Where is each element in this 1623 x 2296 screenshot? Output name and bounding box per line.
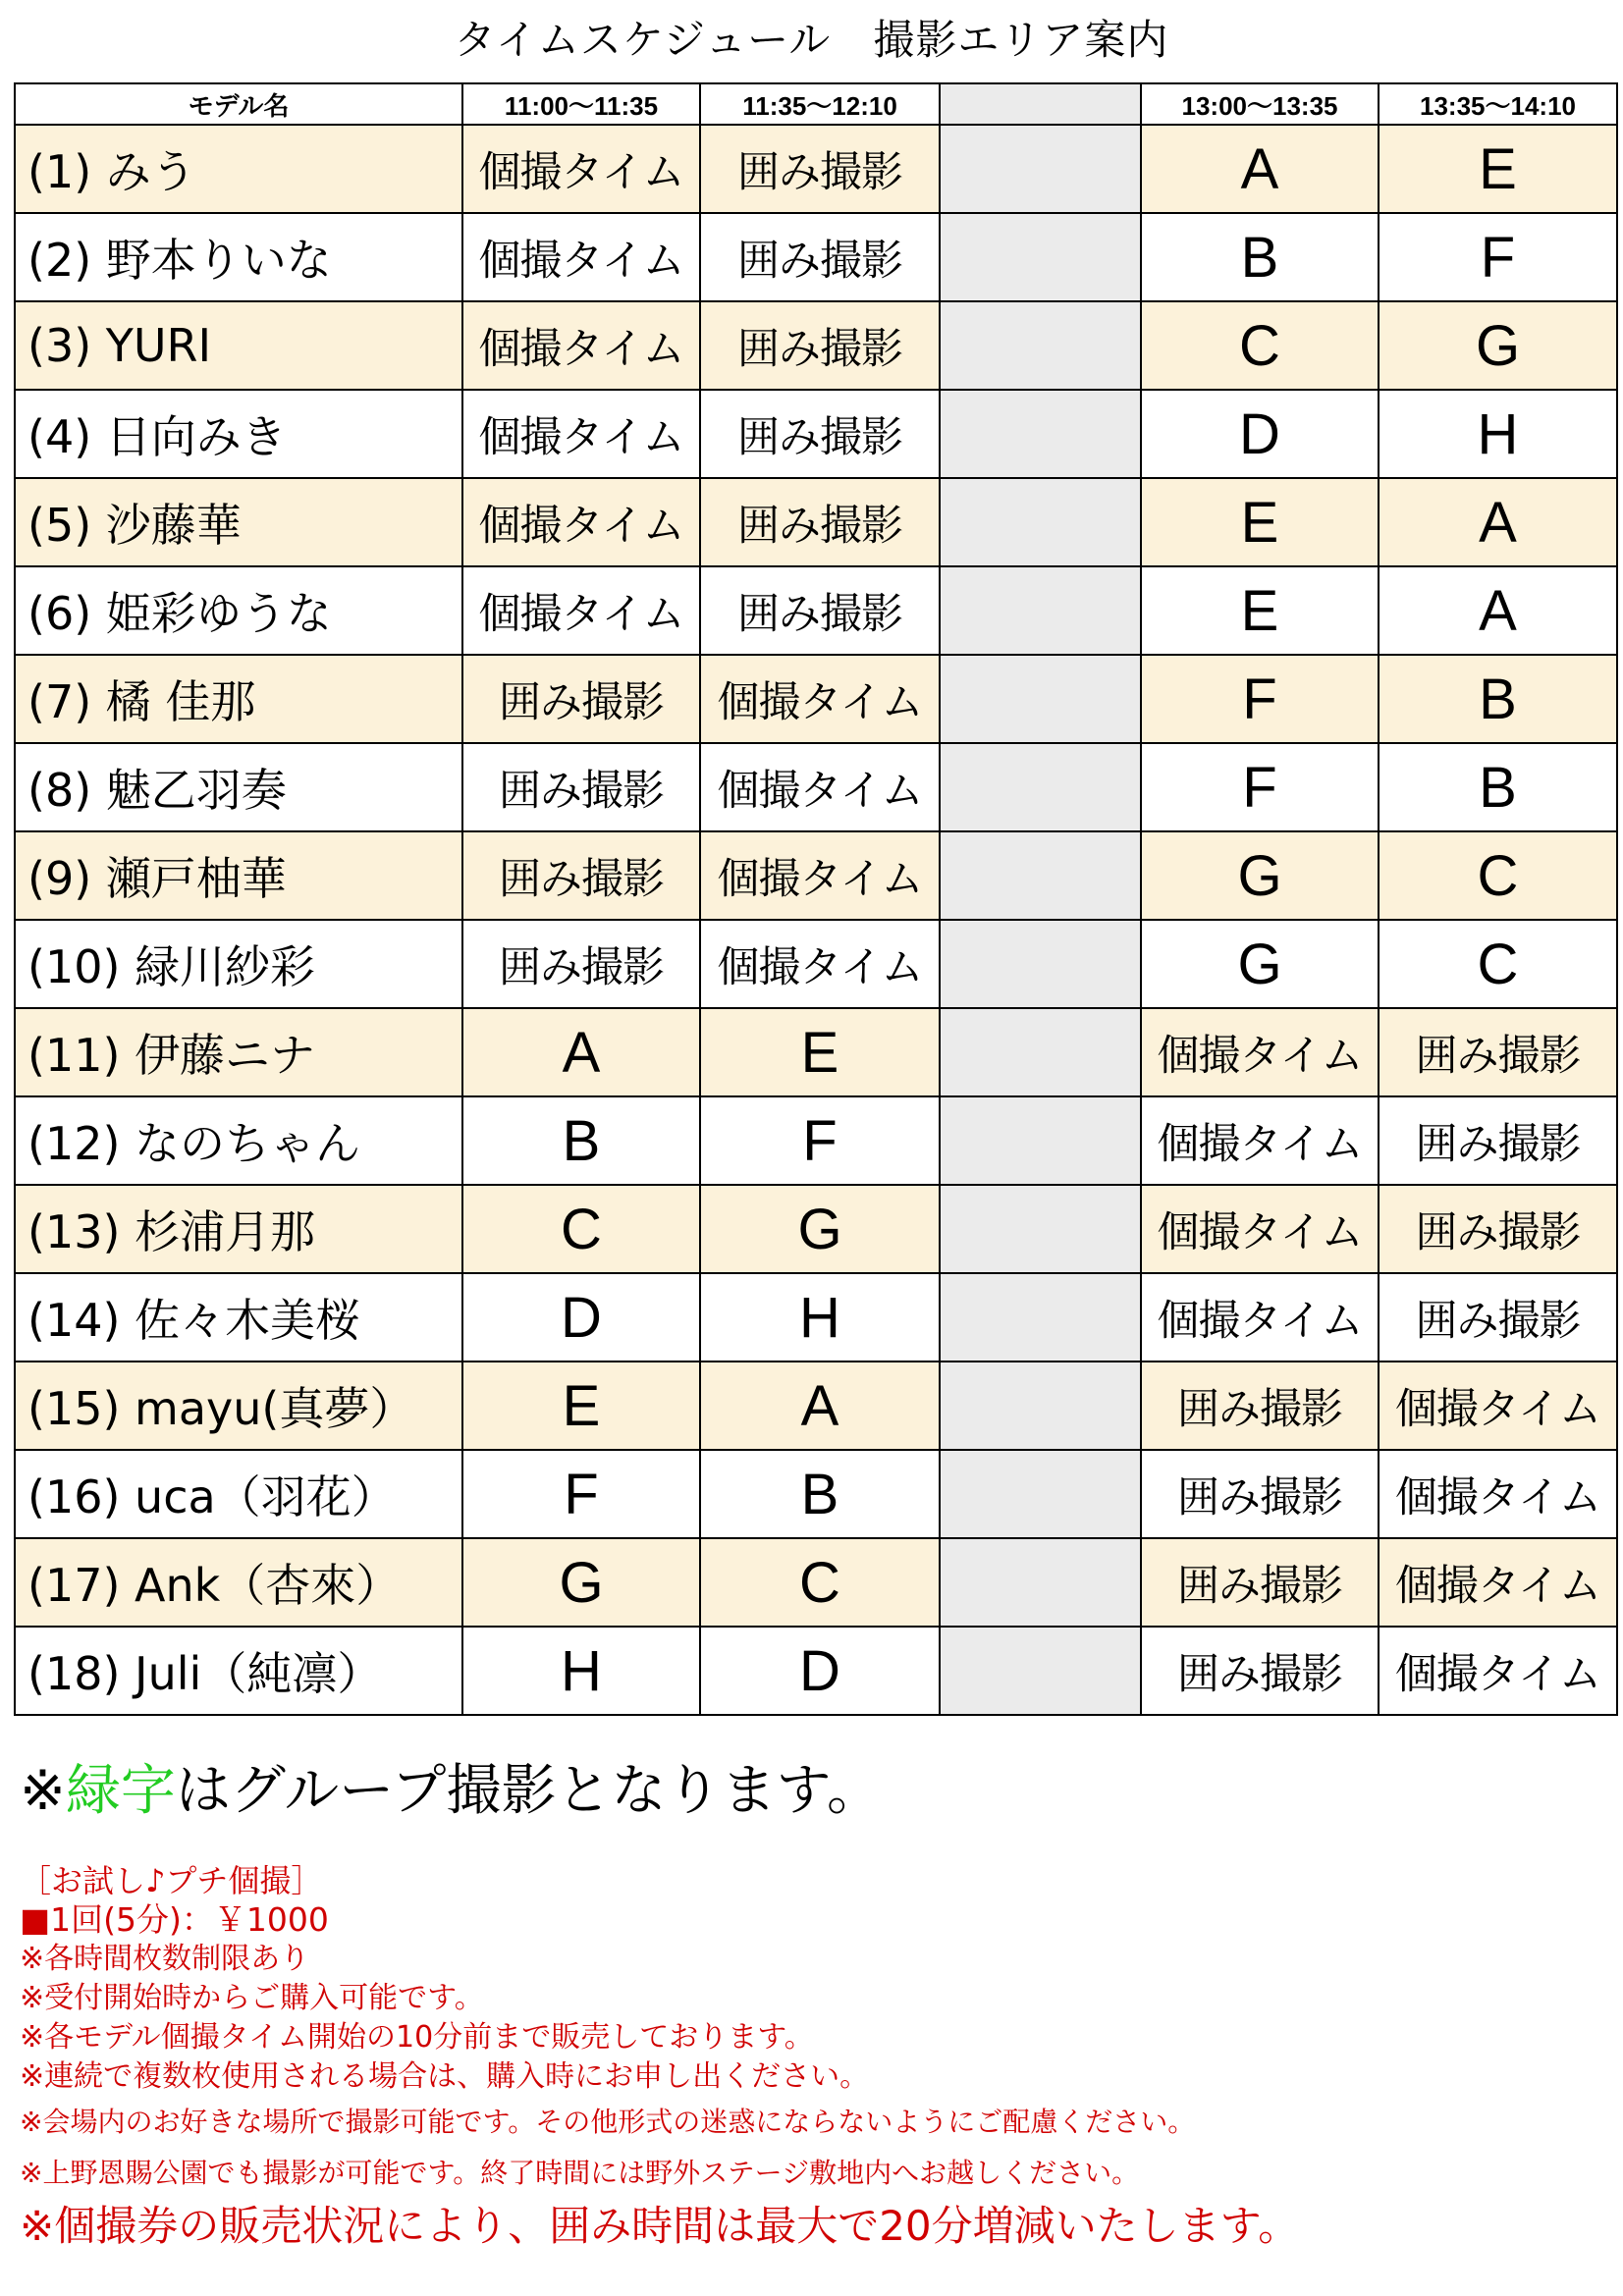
slot-cell-1 [462, 1185, 700, 1273]
break-cell [940, 1450, 1141, 1538]
slot-cell-2 [700, 831, 940, 920]
table-row [15, 831, 1617, 920]
slot-cell-2 [700, 1185, 940, 1273]
break-cell [940, 566, 1141, 655]
slot-cell-4 [1379, 125, 1617, 213]
area-letter: D [799, 1638, 840, 1703]
model-name: (8) 魅乙羽奏 [15, 743, 462, 831]
slot-cell-4 [1379, 1008, 1617, 1096]
slot-cell-1 [462, 1627, 700, 1715]
area-letter: A [1240, 136, 1279, 201]
session-label: 囲み撮影 [737, 236, 902, 286]
model-name: (4) 日向みき [15, 390, 462, 478]
table-row [15, 478, 1617, 566]
table-row [15, 213, 1617, 301]
slot-cell-1 [462, 125, 700, 213]
trial-notes [20, 1861, 1299, 2254]
break-cell [940, 213, 1141, 301]
break-cell [940, 301, 1141, 390]
area-letter: B [1479, 667, 1517, 731]
slot-cell-4 [1379, 1627, 1617, 1715]
session-label: 囲み撮影 [1177, 1384, 1342, 1434]
model-name: (5) 沙藤華 [15, 478, 462, 566]
session-label: 囲み撮影 [499, 942, 664, 992]
slot-cell-3 [1141, 831, 1379, 920]
break-cell [940, 1273, 1141, 1362]
slot-cell-1 [462, 1450, 700, 1538]
table-row [15, 1096, 1617, 1185]
note-line: ※上野恩賜公園でも撮影が可能です。終了時間には野外ステージ敷地内へお越しください。 [20, 2157, 1140, 2189]
session-label: 囲み撮影 [737, 589, 902, 639]
slot-cell-4 [1379, 831, 1617, 920]
area-letter: F [1242, 755, 1277, 820]
slot-cell-1 [462, 1008, 700, 1096]
area-letter: E [1240, 490, 1279, 555]
model-name: (3) YURI [15, 301, 462, 390]
area-letter: B [562, 1108, 601, 1173]
slot-cell-4 [1379, 655, 1617, 743]
table-row [15, 1627, 1617, 1715]
session-label: 個撮タイム [1157, 1119, 1363, 1169]
slot-cell-3 [1141, 566, 1379, 655]
session-label: 囲み撮影 [737, 501, 902, 551]
area-letter: F [802, 1108, 838, 1173]
break-cell [940, 920, 1141, 1008]
note-line: ※受付開始時からご購入可能です。 [20, 1981, 484, 2015]
slot-cell-1 [462, 1362, 700, 1450]
area-letter: A [800, 1373, 839, 1438]
note-suffix: はグループ撮影となります。 [175, 1759, 882, 1823]
slot-cell-4 [1379, 1273, 1617, 1362]
table-row [15, 125, 1617, 213]
session-label: 個撮タイム [1157, 1296, 1363, 1346]
slot-cell-3 [1141, 478, 1379, 566]
slot-cell-3 [1141, 743, 1379, 831]
area-letter: A [1479, 490, 1517, 555]
break-cell [940, 1627, 1141, 1715]
slot-cell-3 [1141, 1627, 1379, 1715]
slot-cell-1 [462, 1273, 700, 1362]
session-label: 囲み撮影 [499, 766, 664, 816]
slot-cell-3 [1141, 920, 1379, 1008]
session-label: 囲み撮影 [737, 147, 902, 197]
slot-cell-2 [700, 301, 940, 390]
model-name: (18) Juli（純凛） [15, 1627, 462, 1715]
session-label: 個撮タイム [717, 942, 923, 992]
slot-cell-2 [700, 920, 940, 1008]
session-label: 囲み撮影 [499, 677, 664, 727]
table-row [15, 1273, 1617, 1362]
session-label: 囲み撮影 [737, 412, 902, 462]
session-label: 個撮タイム [478, 589, 684, 639]
table-row [15, 655, 1617, 743]
session-label: 個撮タイム [478, 324, 684, 374]
session-label: 囲み撮影 [1415, 1296, 1581, 1346]
slot-cell-3 [1141, 655, 1379, 743]
break-cell [940, 831, 1141, 920]
header-slot-4: 13:35〜14:10 [1379, 83, 1617, 125]
model-name: (6) 姫彩ゆうな [15, 566, 462, 655]
break-cell [940, 743, 1141, 831]
area-letter: E [562, 1373, 601, 1438]
slot-cell-1 [462, 566, 700, 655]
area-letter: H [561, 1638, 602, 1703]
table-row [15, 1450, 1617, 1538]
slot-cell-2 [700, 125, 940, 213]
header-slot-2: 11:35〜12:10 [700, 83, 940, 125]
slot-cell-1 [462, 1538, 700, 1627]
slot-cell-3 [1141, 125, 1379, 213]
slot-cell-1 [462, 301, 700, 390]
session-label: 個撮タイム [717, 766, 923, 816]
header-row [15, 83, 1617, 125]
table-row [15, 566, 1617, 655]
area-letter: B [1479, 755, 1517, 820]
model-name: (11) 伊藤ニナ [15, 1008, 462, 1096]
break-cell [940, 125, 1141, 213]
table-row [15, 1185, 1617, 1273]
slot-cell-4 [1379, 478, 1617, 566]
note-line: ［お試し♪プチ個撮］ [20, 1862, 323, 1899]
session-label: 個撮タイム [717, 677, 923, 727]
session-label: 囲み撮影 [737, 324, 902, 374]
slot-cell-4 [1379, 1096, 1617, 1185]
model-name: (16) uca（羽花） [15, 1450, 462, 1538]
model-name: (13) 杉浦月那 [15, 1185, 462, 1273]
slot-cell-3 [1141, 301, 1379, 390]
break-cell [940, 1096, 1141, 1185]
slot-cell-3 [1141, 213, 1379, 301]
table-row [15, 1008, 1617, 1096]
slot-cell-4 [1379, 213, 1617, 301]
slot-cell-2 [700, 655, 940, 743]
slot-cell-2 [700, 1362, 940, 1450]
slot-cell-3 [1141, 1450, 1379, 1538]
area-letter: D [561, 1285, 602, 1350]
session-label: 個撮タイム [1157, 1031, 1363, 1081]
slot-cell-4 [1379, 920, 1617, 1008]
slot-cell-2 [700, 1627, 940, 1715]
model-name: (17) Ank（杏來） [15, 1538, 462, 1627]
session-label: 個撮タイム [478, 501, 684, 551]
slot-cell-2 [700, 1008, 940, 1096]
slot-cell-3 [1141, 1538, 1379, 1627]
session-label: 囲み撮影 [1177, 1649, 1342, 1699]
slot-cell-1 [462, 655, 700, 743]
slot-cell-2 [700, 478, 940, 566]
table-row [15, 920, 1617, 1008]
slot-cell-4 [1379, 1450, 1617, 1538]
schedule-table [14, 82, 1618, 1716]
session-label: 個撮タイム [478, 412, 684, 462]
slot-cell-4 [1379, 1362, 1617, 1450]
area-letter: E [1479, 136, 1517, 201]
session-label: 囲み撮影 [1177, 1561, 1342, 1611]
slot-cell-4 [1379, 1185, 1617, 1273]
session-label: 個撮タイム [478, 147, 684, 197]
session-label: 個撮タイム [1394, 1649, 1601, 1699]
area-letter: A [1479, 578, 1517, 643]
note-green-text: 緑字 [65, 1759, 176, 1823]
slot-cell-2 [700, 213, 940, 301]
area-letter: C [799, 1550, 840, 1615]
session-label: 囲み撮影 [1415, 1031, 1581, 1081]
slot-cell-2 [700, 1450, 940, 1538]
slot-cell-4 [1379, 743, 1617, 831]
break-cell [940, 1008, 1141, 1096]
area-letter: A [562, 1020, 601, 1085]
slot-cell-2 [700, 390, 940, 478]
header-model-name: モデル名 [15, 83, 462, 125]
session-label: 個撮タイム [1394, 1472, 1601, 1522]
table-row [15, 390, 1617, 478]
slot-cell-2 [700, 1273, 940, 1362]
note-line: ※会場内のお好きな場所で撮影可能です。その他形式の迷惑にならないようにご配慮ください。 [20, 2106, 1196, 2138]
model-name: (7) 橘 佳那 [15, 655, 462, 743]
note-line: ※個撮券の販売状況により、囲み時間は最大で20分増減いたします。 [20, 2202, 1300, 2250]
slot-cell-1 [462, 390, 700, 478]
model-name: (2) 野本りいな [15, 213, 462, 301]
slot-cell-3 [1141, 390, 1379, 478]
group-shoot-note [20, 1757, 882, 1826]
header-break [940, 83, 1141, 125]
area-letter: E [1240, 578, 1279, 643]
area-letter: H [1477, 401, 1519, 466]
area-letter: G [1237, 932, 1282, 996]
break-cell [940, 655, 1141, 743]
area-letter: F [564, 1462, 599, 1526]
note-line: ※各モデル個撮タイム開始の10分前まで販売しております。 [20, 2020, 814, 2055]
header-slot-3: 13:00〜13:35 [1141, 83, 1379, 125]
slot-cell-2 [700, 1096, 940, 1185]
session-label: 囲み撮影 [499, 854, 664, 904]
area-letter: B [1240, 225, 1279, 290]
area-letter: G [1237, 843, 1282, 908]
break-cell [940, 478, 1141, 566]
slot-cell-3 [1141, 1185, 1379, 1273]
slot-cell-2 [700, 566, 940, 655]
session-label: 囲み撮影 [1415, 1207, 1581, 1257]
slot-cell-1 [462, 831, 700, 920]
session-label: 個撮タイム [1394, 1384, 1601, 1434]
model-name: (15) mayu(真夢） [15, 1362, 462, 1450]
slot-cell-1 [462, 478, 700, 566]
area-letter: B [800, 1462, 839, 1526]
break-cell [940, 1185, 1141, 1273]
slot-cell-1 [462, 920, 700, 1008]
model-name: (14) 佐々木美桜 [15, 1273, 462, 1362]
slot-cell-2 [700, 743, 940, 831]
area-letter: G [559, 1550, 604, 1615]
area-letter: E [800, 1020, 839, 1085]
slot-cell-4 [1379, 390, 1617, 478]
area-letter: C [1239, 313, 1280, 378]
note-line: ※各時間枚数制限あり [20, 1942, 310, 1976]
area-letter: C [1477, 843, 1519, 908]
area-letter: C [561, 1197, 602, 1261]
slot-cell-1 [462, 743, 700, 831]
slot-cell-3 [1141, 1273, 1379, 1362]
area-letter: F [1242, 667, 1277, 731]
header-slot-1: 11:00〜11:35 [462, 83, 700, 125]
slot-cell-4 [1379, 301, 1617, 390]
area-letter: G [797, 1197, 842, 1261]
session-label: 個撮タイム [1394, 1561, 1601, 1611]
slot-cell-4 [1379, 566, 1617, 655]
slot-cell-3 [1141, 1008, 1379, 1096]
table-row [15, 743, 1617, 831]
note-line: ※連続で複数枚使用される場合は、購入時にお申し出ください。 [20, 2059, 870, 2094]
model-name: (12) なのちゃん [15, 1096, 462, 1185]
session-label: 囲み撮影 [1177, 1472, 1342, 1522]
page-title: タイムスケジュール 撮影エリア案内 [454, 16, 1169, 64]
break-cell [940, 1538, 1141, 1627]
area-letter: H [799, 1285, 840, 1350]
slot-cell-3 [1141, 1362, 1379, 1450]
note-prefix: ※ [20, 1759, 66, 1823]
slot-cell-2 [700, 1538, 940, 1627]
area-letter: D [1239, 401, 1280, 466]
model-name: (10) 緑川紗彩 [15, 920, 462, 1008]
model-name: (9) 瀬戸柚華 [15, 831, 462, 920]
table-row [15, 301, 1617, 390]
area-letter: F [1480, 225, 1516, 290]
slot-cell-3 [1141, 1096, 1379, 1185]
session-label: 個撮タイム [478, 236, 684, 286]
break-cell [940, 1362, 1141, 1450]
session-label: 囲み撮影 [1415, 1119, 1581, 1169]
session-label: 個撮タイム [717, 854, 923, 904]
table-row [15, 1538, 1617, 1627]
note-line: ■1回(5分)：￥1000 [20, 1900, 329, 1939]
slot-cell-1 [462, 213, 700, 301]
model-name: (1) みう [15, 125, 462, 213]
area-letter: G [1475, 313, 1521, 378]
area-letter: C [1477, 932, 1519, 996]
slot-cell-1 [462, 1096, 700, 1185]
break-cell [940, 390, 1141, 478]
table-row [15, 1362, 1617, 1450]
session-label: 個撮タイム [1157, 1207, 1363, 1257]
slot-cell-4 [1379, 1538, 1617, 1627]
